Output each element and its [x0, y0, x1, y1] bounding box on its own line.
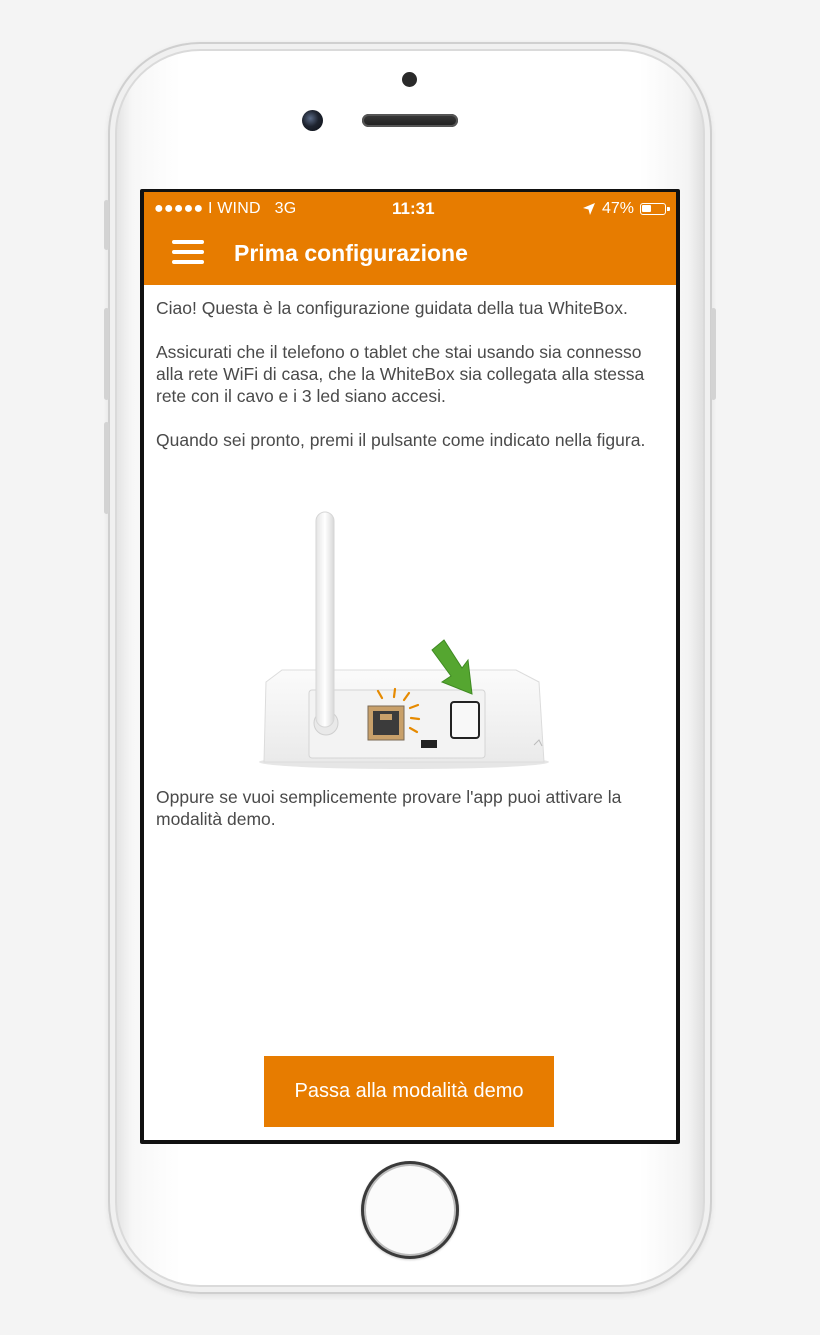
- demo-mode-button[interactable]: Passa alla modalità demo: [264, 1056, 554, 1127]
- battery-fill: [642, 205, 651, 212]
- carrier-network: [154, 200, 296, 218]
- instructions-text: [156, 297, 664, 473]
- whitebox-device-illustration: [254, 510, 554, 775]
- volume-down-button: [104, 422, 109, 514]
- battery-percent: 47%: [601, 200, 634, 217]
- carrier-label: ●●●●● I WIND: [154, 200, 261, 217]
- demo-hint-paragraph: Oppure se vuoi semplicemente provare l'app puoi attivare la modalità demo.: [156, 787, 622, 829]
- network-type: 3G: [274, 200, 297, 217]
- battery-icon: [640, 203, 666, 215]
- status-time: 11:31: [392, 199, 435, 218]
- volume-up-button: [104, 308, 109, 400]
- earpiece-speaker: [362, 114, 458, 127]
- app-screen: [144, 192, 676, 1140]
- mute-switch: [104, 200, 109, 250]
- screen: [140, 189, 680, 1144]
- press-button-paragraph: Quando sei pronto, premi il pulsante come indicato nella figura.: [156, 430, 646, 450]
- status-right: [582, 200, 666, 218]
- hamburger-menu-icon[interactable]: [172, 240, 204, 264]
- proximity-sensor: [402, 72, 417, 87]
- intro-paragraph: Ciao! Questa è la configurazione guidata della tua WhiteBox.: [156, 298, 628, 318]
- app-bar: [144, 192, 676, 285]
- power-button: [711, 308, 716, 400]
- status-bar: [144, 192, 676, 226]
- location-arrow-icon: [582, 202, 596, 216]
- home-button[interactable]: [361, 1161, 459, 1259]
- requirements-paragraph: Assicurati che il telefono o tablet che stai usando sia connesso alla rete WiFi di casa, che la WhiteBox sia collegata alla stessa rete con il cavo e i 3 led siano accesi.: [156, 342, 645, 406]
- page-title: Prima configurazione: [234, 240, 468, 266]
- front-camera: [302, 110, 323, 131]
